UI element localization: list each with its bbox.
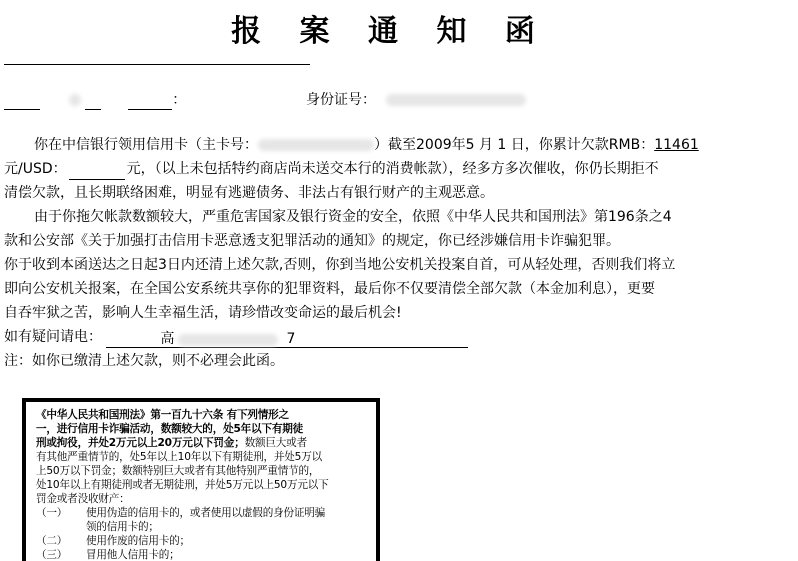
usd-amount-blank (69, 164, 125, 180)
law-excerpt-box (22, 398, 380, 561)
paragraph-2-line-1: 由于你拖欠帐款数额较大，严重危害国家及银行资金的安全，依照《中华人民共和国刑法》第196条之4 (34, 209, 672, 225)
law-line: 刑或拘役，并处2万元以上20万元以下罚金；数额巨大或者 (36, 437, 307, 449)
contact-phone-tail: 7 (286, 331, 296, 347)
paragraph-1-line-2: 元/USD： 元，（以上未包括特约商店尚未送交本行的消费帐款），经多方多次催收，你仍长期拒不 (4, 158, 659, 180)
law-line: 罚金或者没收财产： (36, 493, 130, 505)
law-line: 上50万以下罚金；数额特别巨大或者有其他特别严重情节的， (36, 465, 320, 477)
recipient-colon: ： (172, 92, 187, 108)
id-number-line (306, 90, 526, 110)
law-line: 一，进行信用卡诈骗活动，数额较大的，处5年以下有期徒 (36, 423, 304, 435)
law-line: 《中华人民共和国刑法》第一百九十六条 有下列情形之 (36, 409, 289, 421)
redacted-id-number (386, 94, 526, 106)
paragraph-1-line-1: 你在中信银行领用信用卡（主卡号： ）截至2009年5 月 1 日，你累计欠款RMB：11461 (34, 137, 699, 153)
paragraph-1-line-3: 清偿欠款，且长期联络困难，明显有逃避债务、非法占有银行财产的主观恶意。 (4, 185, 494, 201)
paragraph-2-line-2: 款和公安部《关于加强打击信用卡恶意透支犯罪活动的通知》的规定，你已经涉嫌信用卡诈骗犯罪。 (4, 233, 620, 249)
header-divider (4, 64, 310, 65)
paragraph-3-line-3: 自吞牢狱之苦，影响人生幸福生活，请珍惜改变命运的最后机会! (4, 305, 402, 321)
law-item-continuation: 领的信用卡的； (86, 521, 159, 533)
law-item: （三） 冒用他人信用卡的； (36, 549, 180, 561)
recipient-blank-2 (85, 94, 101, 110)
redacted-card-number (258, 139, 374, 151)
contact-name-partial: 高 (160, 331, 175, 347)
law-item: （一） 使用伪造的信用卡的，或者使用以虚假的身份证明骗 (36, 507, 326, 519)
law-item: （二） 使用作废的信用卡的； (36, 535, 190, 547)
law-line: 有其他严重情节的，处5年以上10年以下有期徒刑，并处5万以 (36, 451, 323, 463)
footnote: 注：如你已缴清上述欠款，则不必理会此函。 (4, 353, 284, 369)
id-number-label: 身份证号： (306, 92, 376, 108)
recipient-blank-1 (4, 94, 40, 110)
redacted-phone (178, 334, 278, 346)
debt-amount-rmb: 11461 (654, 137, 699, 153)
paragraph-3-line-1: 你于收到本函送达之日起3日内还清上述欠款,否则，你到当地公安机关投案自首，可从轻处理，否则我们将立 (4, 257, 676, 273)
recipient-blank-3 (128, 94, 172, 110)
recipient-name-line (4, 90, 186, 110)
law-line: 处10年以上有期徒刑或者无期徒刑，并处5万元以上50万元以下 (36, 479, 329, 491)
redacted-name-part (69, 94, 81, 106)
contact-line (4, 326, 468, 348)
contact-phone-field (106, 330, 468, 348)
contact-label: 如有疑问请电： (4, 329, 102, 345)
document-title: 报 案 通 知 函 (231, 14, 549, 49)
paragraph-3-line-2: 即向公安机关报案，在全国公安系统共享你的犯罪资料，最后你不仅要清偿全部欠款（本金加利息），更要 (4, 281, 655, 297)
